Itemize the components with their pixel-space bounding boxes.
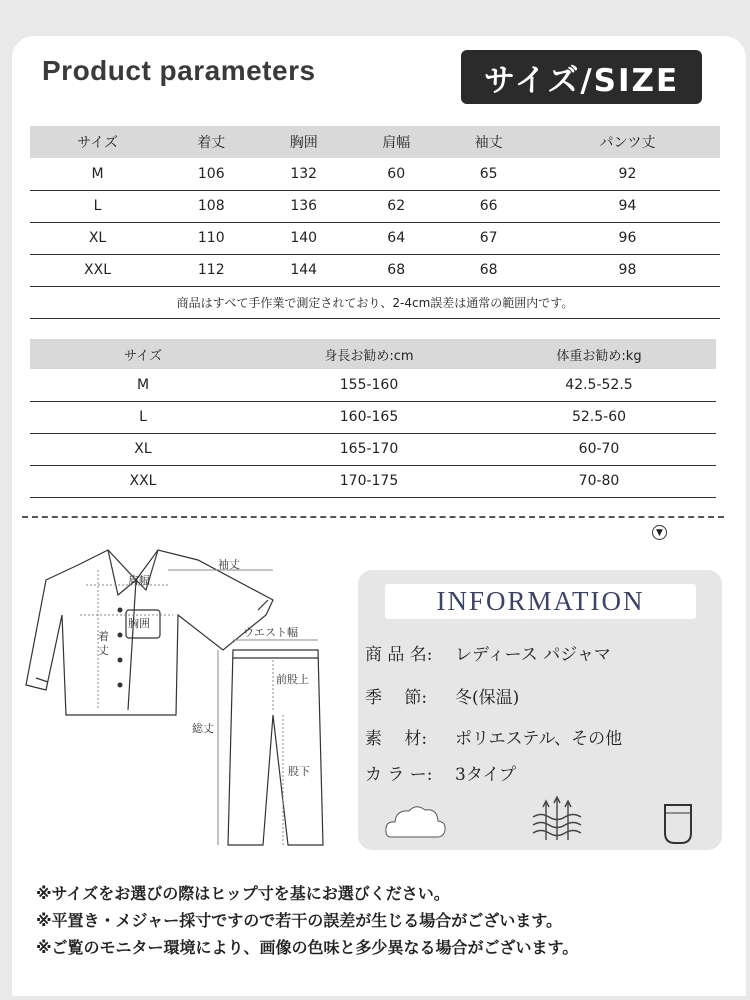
information-title: INFORMATION — [385, 584, 696, 619]
label-total-length: 総丈 — [192, 722, 214, 735]
size-badge: サイズ/SIZE — [461, 50, 702, 104]
label-waist: ウエスト幅 — [243, 626, 298, 639]
table-cell: XL — [30, 433, 256, 465]
header-cell: 袖丈 — [442, 126, 534, 158]
table-cell: XL — [30, 222, 165, 254]
header-cell: 体重お勧め:kg — [482, 339, 716, 369]
table-cell: 108 — [165, 190, 257, 222]
header-cell: サイズ — [30, 339, 256, 369]
chevron-down-icon: ▼ — [652, 525, 667, 540]
table-row — [30, 158, 720, 190]
header-cell: 身長お勧め:cm — [256, 339, 482, 369]
info-row-season — [365, 683, 519, 708]
table-cell: XXL — [30, 465, 256, 497]
label-length-2: 丈 — [98, 644, 109, 657]
info-label: 素 材: — [365, 729, 428, 749]
shirt-buttons — [118, 608, 123, 688]
table-cell: 110 — [165, 222, 257, 254]
header-cell: 着丈 — [165, 126, 257, 158]
table-cell: 165-170 — [256, 433, 482, 465]
table-cell: 66 — [442, 190, 534, 222]
table-row — [30, 222, 720, 254]
table-cell: 64 — [350, 222, 442, 254]
information-panel — [358, 570, 722, 850]
header-cell: パンツ丈 — [535, 126, 720, 158]
measurement-note: 商品はすべて手作業で測定されており、2-4cm誤差は通常の範囲内です。 — [30, 286, 720, 318]
note-line: ※サイズをお選びの際はヒップ寸を基にお選びください。 — [36, 884, 450, 903]
table-cell: 96 — [535, 222, 720, 254]
table-row — [30, 369, 716, 401]
table-row — [30, 254, 720, 286]
breathable-fabric-icon — [533, 797, 581, 840]
header-cell: サイズ — [30, 126, 165, 158]
table-cell: 92 — [535, 158, 720, 190]
table-cell: 155-160 — [256, 369, 482, 401]
table-cell: 70-80 — [482, 465, 716, 497]
table-cell: 60-70 — [482, 433, 716, 465]
info-value: 3タイプ — [455, 765, 516, 785]
label-inseam: 股下 — [288, 765, 310, 778]
label-length-1: 着 — [98, 630, 109, 643]
dashed-divider — [22, 516, 724, 518]
table-cell: 42.5-52.5 — [482, 369, 716, 401]
info-value: ポリエステル、その他 — [455, 729, 623, 749]
size-table — [30, 126, 720, 319]
table-note-row — [30, 286, 720, 318]
page-title: Product parameters — [42, 55, 316, 86]
garment-measurement-diagram — [18, 540, 348, 860]
info-value: レディース パジャマ — [455, 645, 611, 665]
table-cell: M — [30, 369, 256, 401]
table-row — [30, 190, 720, 222]
note-line: ※平置き・メジャー採寸ですので若干の誤差が生じる場合がございます。 — [36, 911, 562, 930]
recommend-table — [30, 339, 716, 498]
table-cell: 136 — [258, 190, 350, 222]
table-cell: 60 — [350, 158, 442, 190]
table-cell: 65 — [442, 158, 534, 190]
note-line: ※ご覧のモニター環境により、画像の色味と多少異なる場合がございます。 — [36, 938, 579, 957]
table-row — [30, 433, 716, 465]
table-row — [30, 465, 716, 497]
table-cell: 144 — [258, 254, 350, 286]
label-rise: 前股上 — [276, 673, 309, 686]
cloud-icon — [386, 807, 445, 837]
info-label: カ ラ ー: — [365, 765, 433, 785]
label-sleeve: 袖丈 — [218, 558, 240, 571]
table-cell: 112 — [165, 254, 257, 286]
table-cell: 98 — [535, 254, 720, 286]
header-cell: 胸囲 — [258, 126, 350, 158]
info-value: 冬(保温) — [455, 688, 520, 708]
header-cell: 肩幅 — [350, 126, 442, 158]
table-cell: XXL — [30, 254, 165, 286]
table-row — [30, 401, 716, 433]
table-cell: 68 — [350, 254, 442, 286]
info-row-color — [365, 760, 516, 785]
bag-icon — [665, 805, 691, 843]
table-cell: 52.5-60 — [482, 401, 716, 433]
table-cell: 106 — [165, 158, 257, 190]
table-cell: 140 — [258, 222, 350, 254]
size-table-header — [30, 126, 720, 158]
label-chest: 胸囲 — [128, 617, 150, 630]
table-cell: 94 — [535, 190, 720, 222]
table-cell: 132 — [258, 158, 350, 190]
table-cell: 170-175 — [256, 465, 482, 497]
recommend-table-header — [30, 339, 716, 369]
table-cell: L — [30, 190, 165, 222]
info-label: 季 節: — [365, 688, 428, 708]
table-cell: 67 — [442, 222, 534, 254]
table-cell: 62 — [350, 190, 442, 222]
table-cell: 68 — [442, 254, 534, 286]
info-row-product-name — [365, 640, 611, 665]
table-cell: M — [30, 158, 165, 190]
info-label: 商 品 名: — [365, 645, 433, 665]
table-cell: 160-165 — [256, 401, 482, 433]
table-cell: L — [30, 401, 256, 433]
info-row-material — [365, 724, 622, 749]
label-shoulder: 肩幅 — [128, 574, 150, 587]
feature-icons — [383, 795, 703, 845]
notes-section — [36, 880, 578, 961]
